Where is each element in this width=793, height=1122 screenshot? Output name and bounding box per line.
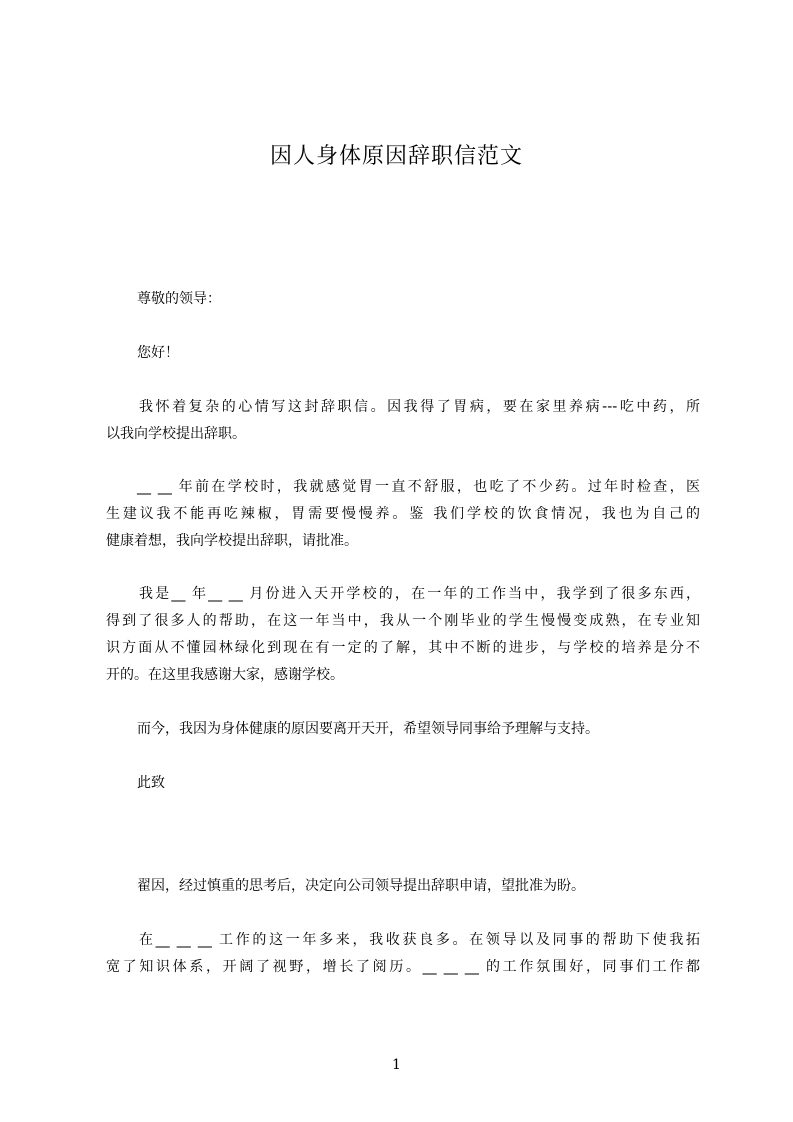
paragraph-line: 在__ __ __ 工作的这一年多来，我收获良多。在领导以及同事的帮助下使我拓	[139, 932, 700, 948]
paragraph-line: 开的。在这里我感谢大家，感谢学校。	[106, 667, 344, 683]
closing	[106, 770, 700, 797]
paragraph-line: 得到了很多人的帮助，在这一年当中，我从一个刚毕业的学生慢慢变成熟，在专业知	[106, 613, 700, 629]
paragraph-5	[106, 873, 700, 900]
paragraph-line: 以我向学校提出辞职。	[106, 426, 246, 442]
paragraph-line: 宽了知识体系，开阔了视野，增长了阅历。__ __ __ 的工作氛围好，同事们工作都	[106, 959, 700, 975]
paragraph-6	[106, 927, 700, 981]
paragraph-line: 而今，我因为身体健康的原因要离开天开，希望领导同事给予理解与支持。	[137, 721, 599, 737]
paragraph-line: 我是__ 年__ __ 月份进入天开学校的，在一年的工作当中，我学到了很多东西，	[139, 586, 700, 602]
paragraph-1	[106, 394, 700, 448]
greeting-line: 您好！	[137, 345, 179, 361]
paragraph-4	[106, 716, 700, 743]
paragraph-line: 翟因，经过慎重的思考后，决定向公司领导提出辞职申请，望批准为盼。	[137, 878, 585, 894]
greeting	[106, 340, 700, 367]
salutation-line: 尊敬的领导：	[137, 291, 221, 307]
closing-line: 此致	[137, 775, 165, 791]
paragraph-line: 我怀着复杂的心情写这封辞职信。因我得了胃病，要在家里养病---吃中药，所	[139, 399, 700, 415]
paragraph-2	[106, 474, 700, 555]
paragraph-line: 健康着想，我向学校提出辞职，请批准。	[106, 533, 358, 549]
document-title: 因人身体原因辞职信范文	[269, 144, 523, 169]
paragraph-line: 生建议我不能再吃辣椒，胃需要慢慢养。鉴 我们学校的饮食情况，我也为自己的	[106, 506, 700, 522]
paragraph-line: __ __ 年前在学校时，我就感觉胃一直不舒服，也吃了不少药。过年时检查，医	[137, 479, 700, 495]
paragraph-3	[106, 581, 700, 689]
page-number: 1	[392, 1057, 401, 1073]
paragraph-line: 识方面从不懂园林绿化到现在有一定的了解，其中不断的进步，与学校的培养是分不	[106, 640, 700, 656]
salutation	[106, 286, 700, 313]
